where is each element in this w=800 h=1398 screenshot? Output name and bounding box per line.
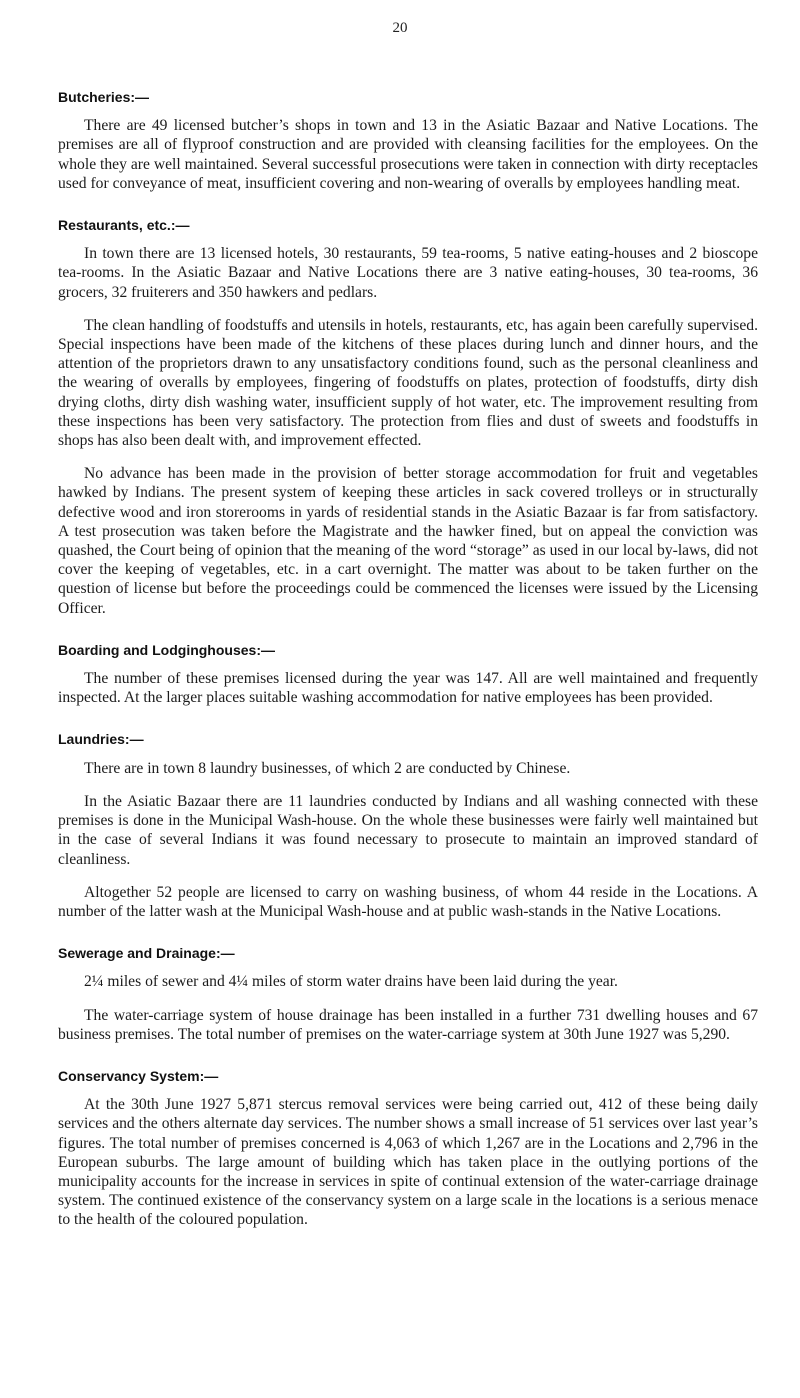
- paragraph: The water-carriage system of house drainage has been installed in a further 731 dwelling houses and 67 business premises. The total number of premises on the water-carriage system at 30th June 1927 was 5,290.: [58, 1006, 758, 1043]
- paragraph: In the Asiatic Bazaar there are 11 laundries conducted by Indians and all washing connected with these premises is done in the Municipal Wash-house. On the whole these businesses were fairly well maintained but in the case of several Indians it was found necessary to prosecute to maintain an improved standard of cleanliness.: [58, 792, 758, 868]
- section-sewerage-drainage: [58, 944, 758, 1044]
- document-body: [58, 88, 758, 1253]
- section-heading: Conservancy System:—: [58, 1067, 219, 1084]
- section-boarding-lodginghouses: [58, 641, 758, 708]
- page-number: 20: [392, 20, 408, 36]
- section-conservancy-system: [58, 1067, 758, 1230]
- paragraph: There are 49 licensed butcher’s shops in town and 13 in the Asiatic Bazaar and Native Locations. The premises are all of flyproof construction and are provided with cleansing facilities for the employees. On the whole they are well maintained. Several successful prosecutions were taken in connection with dirty receptacles used for conveyance of meat, insufficient covering and non-wearing of overalls by employees handling meat.: [58, 117, 758, 192]
- section-heading: Butcheries:—: [58, 89, 150, 105]
- paragraph: The number of these premises licensed during the year was 147. All are well maintained and frequently inspected. At the larger places suitable washing accommodation for native employees has been provided.: [58, 670, 758, 707]
- paragraph: The clean handling of foodstuffs and utensils in hotels, restaurants, etc, has again been carefully supervised. Special inspections have been made of the kitchens of these places during lunch and dinner hours, and the attention of the proprietors drawn to any unsatisfactory conditions found, such as the personal cleanliness and the wearing of overalls by employees, fingering of foodstuffs on plates, protection of foodstuffs, dirty dish drying cloths, dirty dish washing water, insufficient supply of hot water, etc. The improvement resulting from these inspections has been very satisfactory. The protection from flies and dust of sweets and foodstuffs in shops has also been dealt with, and improvement effected.: [58, 316, 758, 450]
- section-heading: Laundries:—: [58, 731, 144, 748]
- paragraph: There are in town 8 laundry businesses, of which 2 are conducted by Chinese.: [84, 759, 571, 777]
- section-heading: Boarding and Lodginghouses:—: [58, 641, 275, 658]
- section-heading: Restaurants, etc.:—: [58, 217, 190, 234]
- paragraph: No advance has been made in the provision of better storage accommodation for fruit and vegetables hawked by Indians. The present system of keeping these articles in sack covered trolleys or in structurally defective wood and iron storerooms in yards of residential stands in the Asiatic Bazaar is far from satisfactory. A test prosecution was taken before the Magistrate and the hawker fined, but on appeal the conviction was quashed, the Court being of opinion that the meaning of the word “storage” as used in our local by-laws, did not cover the keeping of vegetables, etc. in a cart overnight. The matter was about to be taken further on the question of license but before the proceedings could be commenced the licenses were issued by the Licensing Officer.: [58, 465, 758, 617]
- paragraph: 2¼ miles of sewer and 4¼ miles of storm water drains have been laid during the year.: [84, 973, 618, 991]
- section-restaurants: [58, 216, 758, 618]
- section-heading: Sewerage and Drainage:—: [58, 945, 235, 962]
- paragraph: At the 30th June 1927 5,871 stercus removal services were being carried out, 412 of these being daily services and the others alternate day services. The number shows a small increase of 51 services over last year’s figures. The total number of premises concerned is 4,063 of which 1,267 are in the Locations and 2,796 in the European suburbs. The large amount of building which has taken place in the outlying portions of the municipality accounts for the increase in services in spite of continual extension of the water-carriage drainage system. The continued existence of the conservancy system on a large scale in the locations is a serious menace to the health of the coloured population.: [58, 1096, 758, 1229]
- paragraph: Altogether 52 people are licensed to carry on washing business, of whom 44 reside in the Locations. A number of the latter wash at the Municipal Wash-house and at public wash-stands in the Native Locations.: [58, 883, 758, 920]
- section-butcheries: [58, 88, 758, 193]
- section-laundries: [58, 730, 758, 921]
- paragraph: In town there are 13 licensed hotels, 30 restaurants, 59 tea-rooms, 5 native eating-houses and 2 bioscope tea-rooms. In the Asiatic Bazaar and Native Locations there are 3 native eating-houses, 30 tea-rooms, 36 grocers, 32 fruiterers and 350 hawkers and pedlars.: [58, 245, 758, 301]
